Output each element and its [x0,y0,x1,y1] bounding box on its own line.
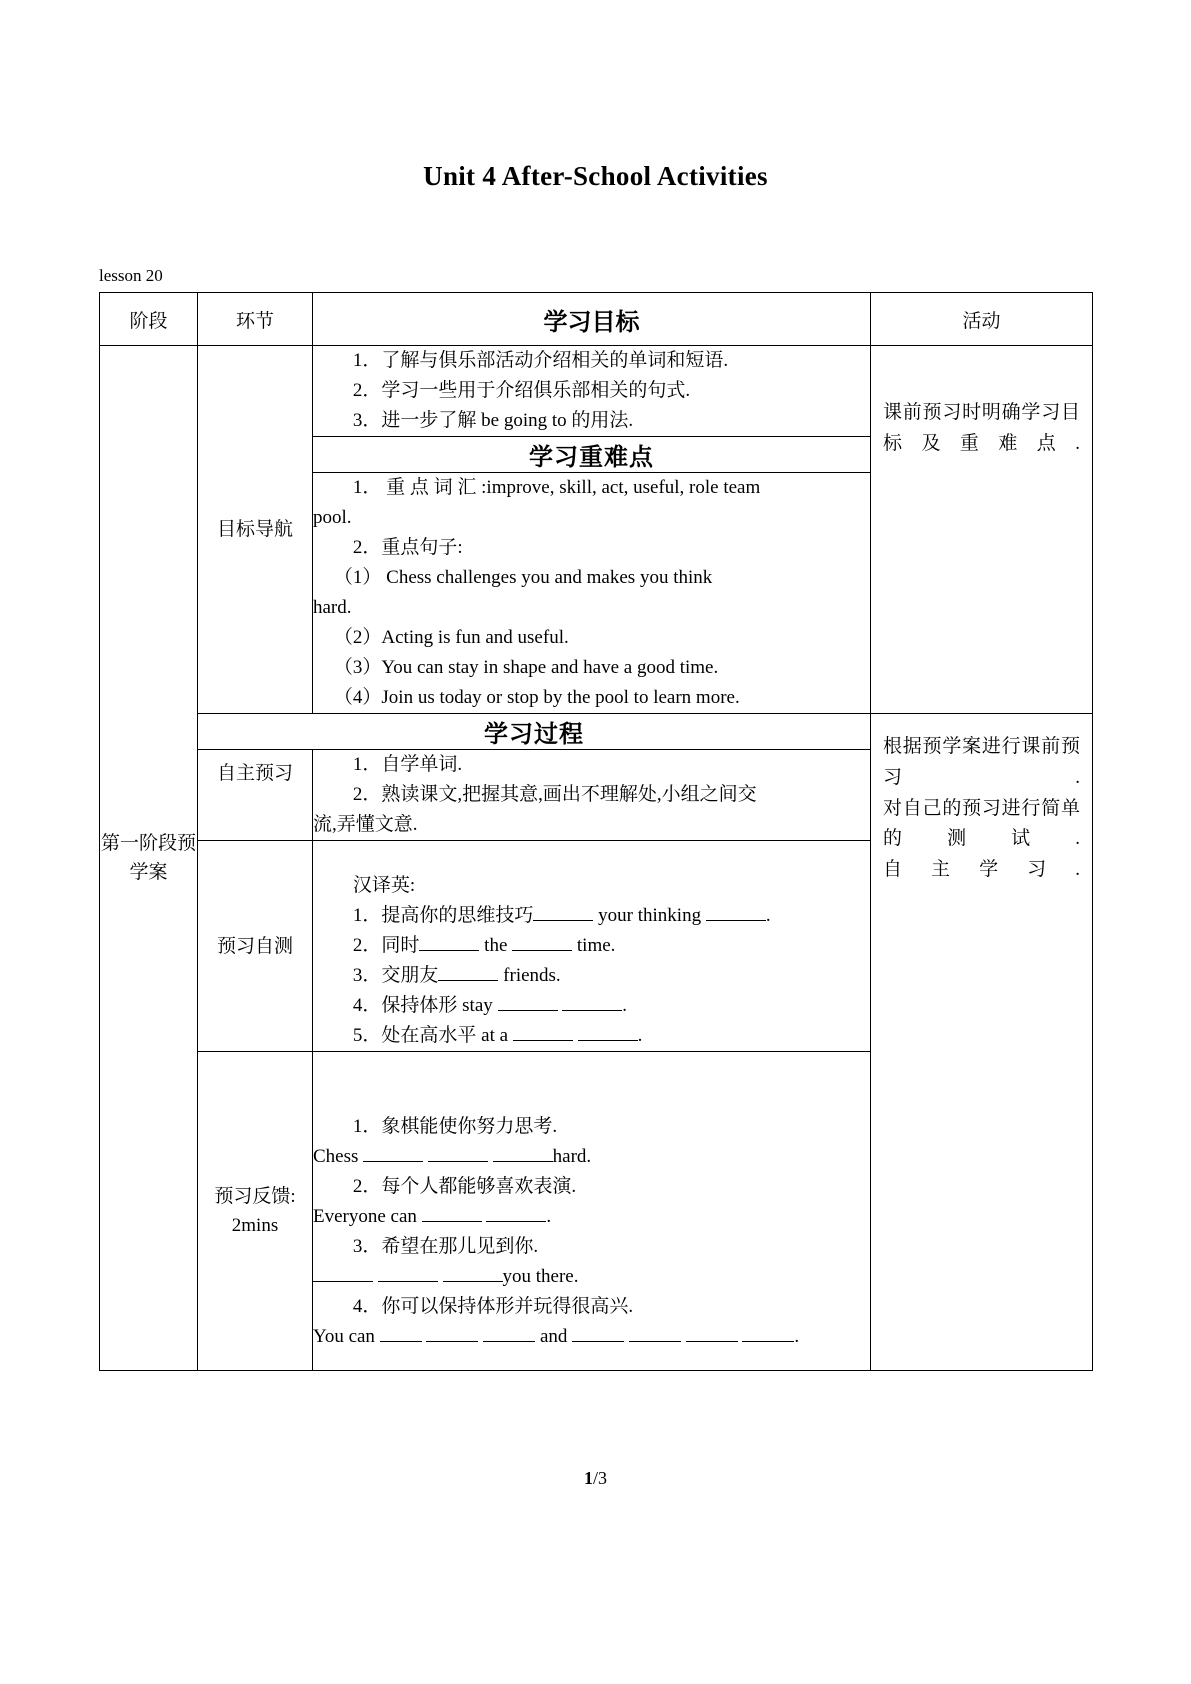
answer-blank[interactable] [438,980,498,981]
answer-blank[interactable] [706,920,766,921]
answer-blank[interactable] [533,920,593,921]
answer-blank[interactable] [419,950,479,951]
step-guide: 目标导航 [198,346,313,714]
en-head: You can [313,1326,375,1348]
header-stage: 阶段 [100,293,198,346]
feedback-cn-3: 3．希望在那儿见到你. [352,1236,539,1258]
feedback-en-4 [313,1322,870,1352]
item-cn: 处在高水平 at a [381,1025,509,1047]
answer-blank[interactable] [686,1341,738,1342]
item-tail: . [765,905,771,927]
header-step: 环节 [198,293,313,346]
feedback-cn-2: 2．每个人都能够喜欢表演. [352,1176,577,1198]
goal-item-3: 3．进一步了解 be going to 的用法. [352,410,634,432]
answer-blank[interactable] [562,1010,622,1011]
item-num: 1． [352,905,382,927]
en-head: Chess [313,1146,359,1168]
answer-blank[interactable] [422,1221,482,1222]
item-num: 5． [352,1025,382,1047]
goal-item-2: 2．学习一些用于介绍俱乐部相关的句式. [352,380,691,402]
table-header-row [100,293,1093,346]
feedback-en-3 [313,1262,870,1292]
step-feedback [198,1052,313,1371]
activity-text-4: 自主学习. [883,859,1080,881]
item-mid2: time. [576,935,616,957]
key-sentence-3: （3）You can stay in shape and have a good time. [333,657,719,679]
activity-text-1: 课前预习时明确学习目标及重难点. [883,402,1080,454]
answer-blank[interactable] [363,1161,423,1162]
key-vocab-line: 1． 重 点 词 汇 :improve, skill, act, useful, role team [352,477,761,499]
step-feedback-label: 预习反馈: [214,1185,296,1207]
key-sentence-2: （2）Acting is fun and useful. [333,627,569,649]
step-self-test: 预习自测 [198,841,313,1052]
key-sentences-label: 2．重点句子: [352,537,463,559]
item-mid: the [484,935,508,957]
self-preview-2: 2．熟读课文,把握其意,画出不理解处,小组之间交 [352,784,757,806]
header-activity: 活动 [871,293,1093,346]
lesson-label: lesson 20 [99,266,163,285]
goal-item-1: 1．了解与俱乐部活动介绍相关的单词和短语. [352,350,729,371]
spacer [313,1082,870,1112]
answer-blank[interactable] [493,1161,553,1162]
page-number-current: 1 [583,1468,593,1488]
feedback-cn-4: 4．你可以保持体形并玩得很高兴. [352,1296,634,1318]
feedback-cn-1: 1．象棋能使你努力思考. [352,1116,558,1138]
answer-blank[interactable] [742,1341,794,1342]
item-cn: 交朋友 [381,965,439,987]
activity-text-2: 根据预学案进行课前预习. [883,736,1080,788]
self-test-item-3 [313,961,870,991]
item-tail: . [622,995,628,1017]
en-mid: and [539,1326,568,1348]
feedback-cell [313,1052,871,1371]
item-cn: 同时 [381,935,420,957]
item-mid: your thinking [598,905,702,927]
answer-blank[interactable] [486,1221,546,1222]
key-sentence-1: （1） Chess challenges you and makes you think [333,567,713,589]
answer-blank[interactable] [498,1010,558,1011]
item-mid: friends. [503,965,561,987]
goals-cell [313,346,871,437]
activity-cell-group [871,714,1093,1371]
table-row [100,346,1093,437]
key-points-cell [313,473,871,714]
lesson-plan-table [99,292,1093,1371]
page-number-sep: / [592,1468,598,1488]
answer-blank[interactable] [512,950,572,951]
header-goal: 学习目标 [313,293,871,346]
activity-cell-1 [871,346,1093,714]
en-tail: hard. [552,1146,592,1168]
item-num: 2． [352,935,382,957]
item-num: 3． [352,965,382,987]
answer-blank[interactable] [513,1040,573,1041]
stage-cell: 第一阶段预学案 [100,346,198,1371]
self-preview-1: 1．自学单词. [352,754,463,776]
en-tail: . [794,1326,800,1348]
self-preview-2-cont: 流,弄懂文意. [313,814,418,836]
self-test-item-1 [313,901,870,931]
self-preview-cell [313,750,871,841]
item-tail: . [637,1025,643,1047]
section-title-process: 学习过程 [198,714,871,750]
answer-blank[interactable] [426,1341,478,1342]
answer-blank[interactable] [483,1341,535,1342]
step-feedback-duration: 2mins [231,1215,279,1237]
answer-blank[interactable] [578,1040,638,1041]
self-test-heading: 汉译英: [352,875,416,897]
en-head: Everyone can [313,1206,417,1228]
spacer [313,1052,870,1082]
en-tail: you there. [502,1266,579,1288]
item-num: 4． [352,995,382,1017]
activity-text-3: 对自己的预习进行简单的测试. [883,797,1080,850]
item-cn: 保持体形 stay [381,995,493,1017]
answer-blank[interactable] [378,1281,438,1282]
answer-blank[interactable] [443,1281,503,1282]
table-row [100,714,1093,750]
answer-blank[interactable] [629,1341,681,1342]
answer-blank[interactable] [428,1161,488,1162]
feedback-en-2 [313,1202,870,1232]
en-tail: . [546,1206,552,1228]
answer-blank[interactable] [313,1281,373,1282]
spacer [313,841,870,871]
section-title-key-points: 学习重难点 [313,437,871,473]
key-sentence-4: （4）Join us today or stop by the pool to learn more. [333,687,740,709]
key-sentence-1-cont: hard. [313,597,352,619]
answer-blank[interactable] [572,1341,624,1342]
feedback-en-1 [313,1142,870,1172]
step-self-preview: 自主预习 [198,750,313,841]
self-test-item-4 [313,991,870,1021]
self-test-cell [313,841,871,1052]
key-vocab-cont: pool. [313,507,352,529]
page-number-total: 3 [598,1468,607,1488]
page-title: Unit 4 After-School Activities [423,161,768,191]
item-cn: 提高你的思维技巧 [381,905,534,927]
answer-blank[interactable] [380,1341,422,1342]
page-footer [0,1468,1191,1489]
self-test-item-2 [313,931,870,961]
self-test-item-5 [313,1021,870,1051]
